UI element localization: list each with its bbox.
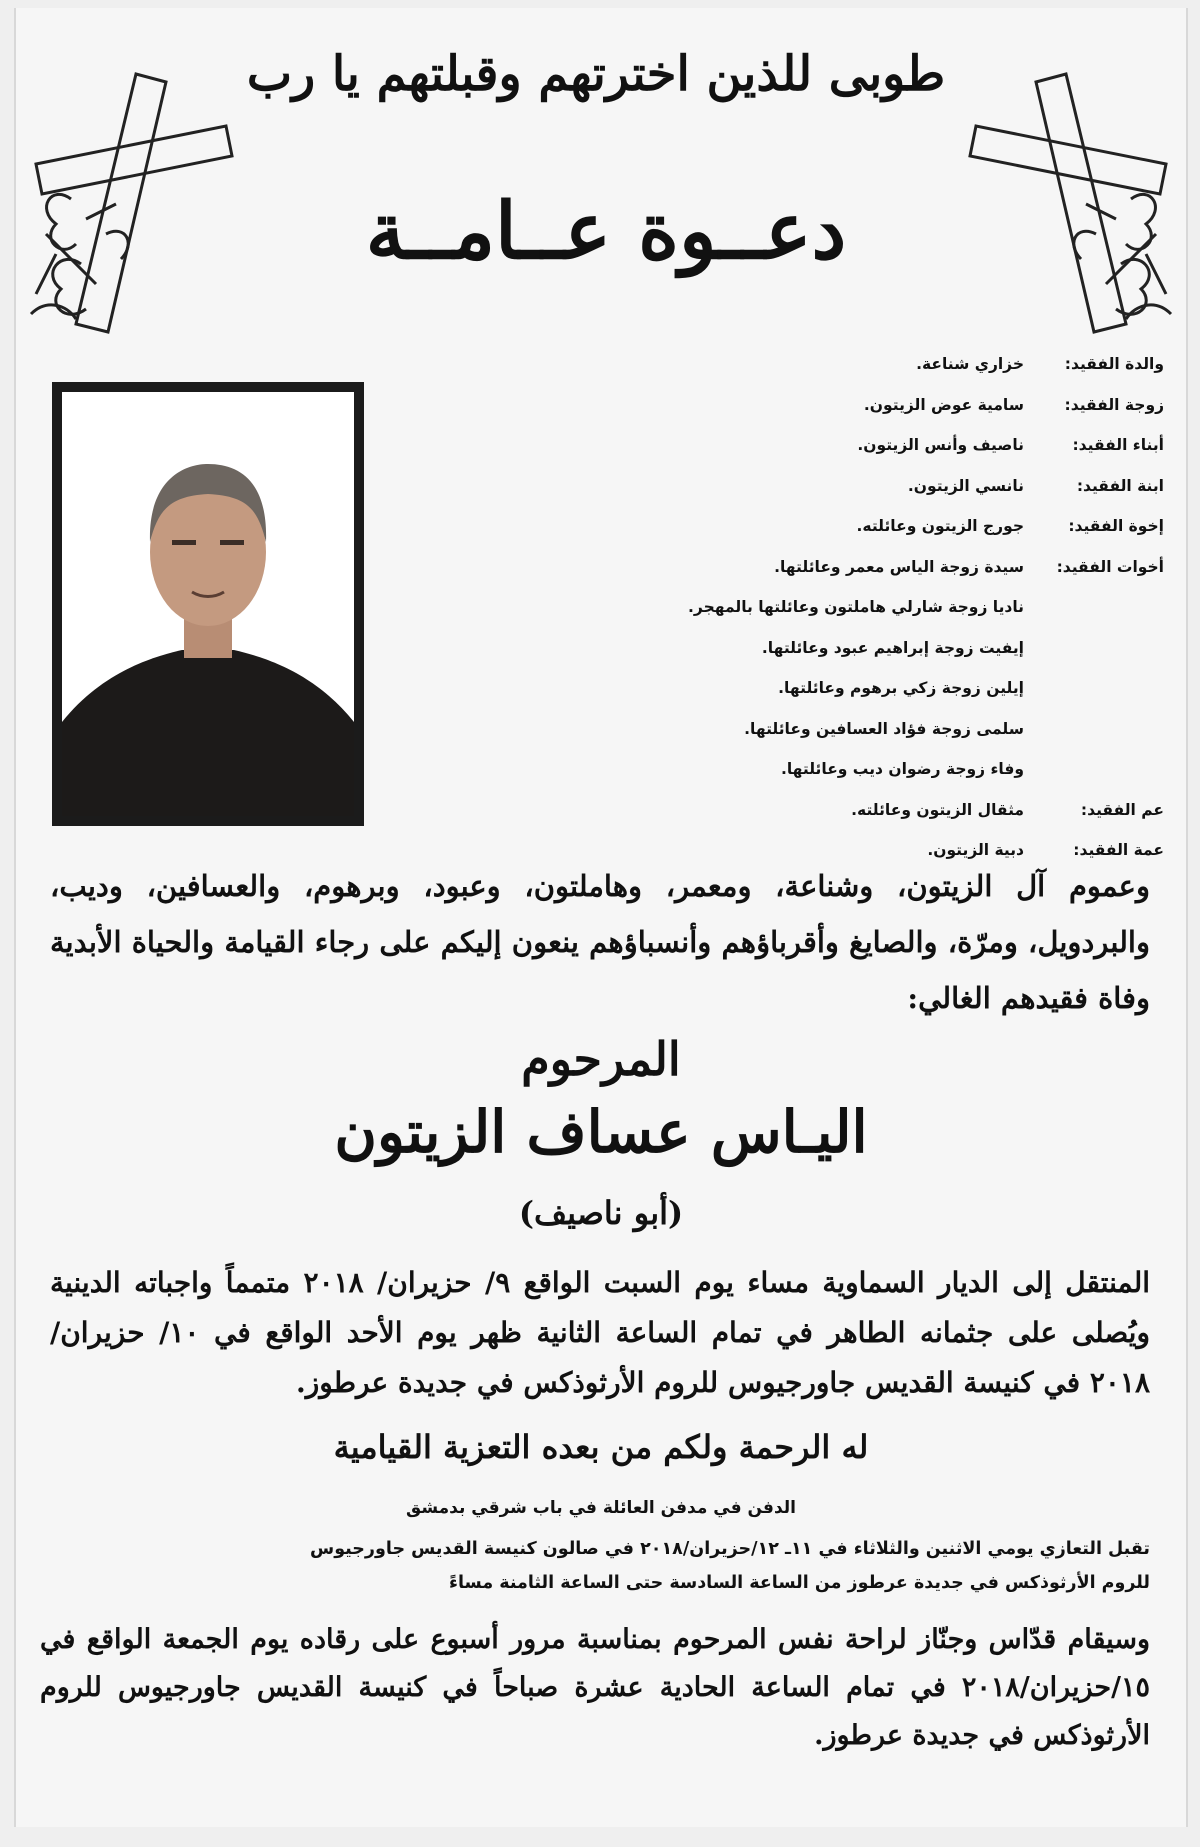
family-name: إيلين زوجة زكي برهوم وعائلتها. (778, 679, 1024, 698)
deceased-label: المرحوم (521, 1032, 681, 1086)
family-name: مثقال الزيتون وعائلته. (851, 800, 1024, 819)
family-row (404, 790, 1164, 831)
family-name: إيفيت زوجة إبراهيم عبود وعائلتها. (761, 638, 1024, 657)
deceased-portrait (62, 392, 354, 816)
family-name: دبية الزيتون. (927, 841, 1024, 860)
family-name: سيدة زوجة الياس معمر وعائلتها. (774, 557, 1024, 576)
condolence-phrase: له الرحمة ولكم من بعده التعزية القيامية (333, 1428, 869, 1466)
portrait-frame (52, 382, 364, 826)
family-role: إخوة الفقيد: (1068, 517, 1164, 536)
family-row (404, 749, 1164, 790)
family-row (404, 344, 1164, 385)
family-row (404, 628, 1164, 669)
family-role: عم الفقيد: (1080, 800, 1164, 819)
deceased-nickname: (أبو ناصيف) (518, 1194, 684, 1232)
family-role: أبناء الفقيد: (1072, 436, 1164, 455)
deceased-name: اليـاس عساف الزيتون (334, 1098, 868, 1166)
family-name: سلمى زوجة فؤاد العسافين وعائلتها. (744, 719, 1024, 738)
family-row (404, 587, 1164, 628)
family-name: سامية عوض الزيتون. (863, 395, 1024, 414)
cross-lily-icon-left (16, 34, 256, 354)
family-row (404, 506, 1164, 547)
family-row (404, 385, 1164, 426)
family-role: أخوات الفقيد: (1056, 557, 1164, 576)
family-name: جورج الزيتون وعائلته. (856, 517, 1024, 536)
family-list (404, 344, 1164, 871)
announcement-paragraph: وعموم آل الزيتون، وشناعة، ومعمر، وهاملتون، وعبود، وبرهوم، والعسافين، وديب، والبردويل، ومرّة، والصايغ وأقرباؤهم وأنسباؤهم ينعون إليكم على رجاء القيامة والحياة الأبدية وفاة فقيدهم الغالي: (50, 869, 1150, 1015)
family-role: عمة الفقيد: (1073, 841, 1164, 860)
family-name: ناديا زوجة شارلي هاملتون وعائلتها بالمهجر. (688, 598, 1024, 617)
family-role: زوجة الفقيد: (1064, 395, 1164, 414)
family-name: نانسي الزيتون. (907, 476, 1024, 495)
cross-lily-icon-right (946, 34, 1186, 354)
family-name: وفاء زوجة رضوان ديب وعائلتها. (780, 760, 1024, 779)
condolences-block (40, 1532, 1150, 1600)
family-row (404, 425, 1164, 466)
family-name: ناصيف وأنس الزيتون. (857, 436, 1024, 455)
family-row (404, 547, 1164, 588)
invitation-title: دعــوة عــامــة (365, 186, 847, 277)
memorial-mass-paragraph: وسيقام قدّاس وجنّاز لراحة نفس المرحوم بمناسبة مرور أسبوع على رقاده يوم الجمعة الواقع في ١٥/حزيران/٢٠١٨ في تمام الساعة الحادية عشرة صباحاً في كنيسة القديس جاورجيوس للروم الأرثوذكس في جديدة عرطوز. (40, 1624, 1150, 1751)
family-name: خزاري شناعة. (916, 355, 1024, 374)
family-row (404, 709, 1164, 750)
burial-note: الدفن في مدفن العائلة في باب شرقي بدمشق (406, 1498, 796, 1518)
family-role: والدة الفقيد: (1064, 355, 1164, 374)
family-row (404, 466, 1164, 507)
obituary-page (14, 8, 1188, 1827)
condolences-line: للروم الأرثوذكس في جديدة عرطوز من الساعة السادسة حتى الساعة الثامنة مساءً (449, 1573, 1150, 1593)
family-row (404, 668, 1164, 709)
condolences-line: تقبل التعازي يومي الاثنين والثلاثاء في ١١ـ ١٢/حزيران/٢٠١٨ في صالون كنيسة القديس جاورجيوس (310, 1539, 1150, 1559)
blessing-heading: طوبى للذين اخترتهم وقبلتهم يا رب (246, 46, 946, 102)
family-role: ابنة الفقيد: (1076, 476, 1164, 495)
funeral-paragraph: المنتقل إلى الديار السماوية مساء يوم السبت الواقع ٩/ حزيران/ ٢٠١٨ متمماً واجباته الدينية ويُصلى على جثمانه الطاهر في تمام الساعة الثانية ظهر يوم الأحد الواقع في ١٠/ حزيران/ ٢٠١٨ في كنيسة القديس جاورجيوس للروم الأرثوذكس في جديدة عرطوز. (50, 1266, 1151, 1399)
